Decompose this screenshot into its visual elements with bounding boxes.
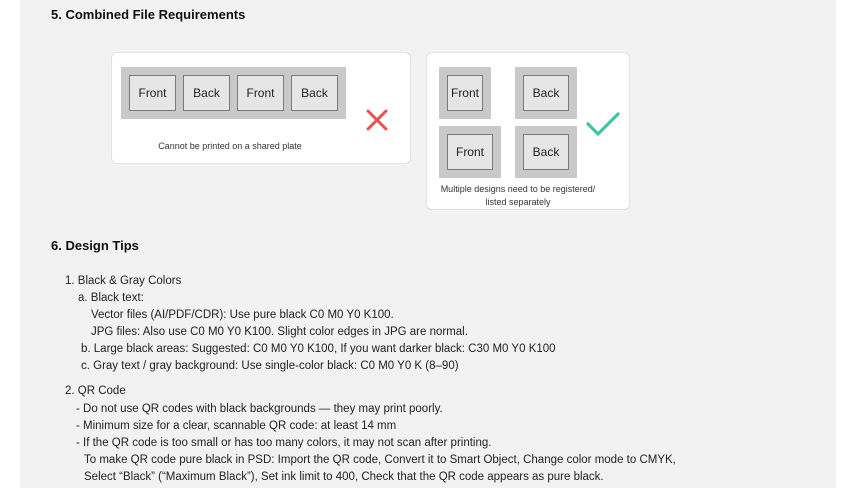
tip-line: b. Large black areas: Suggested: C0 M0 Y0 K100, If you want darker black: C30 M0 Y0 K100 <box>81 343 556 355</box>
front-box: Front <box>447 134 493 170</box>
back-box: Back <box>523 75 569 111</box>
caption-line: listed separately <box>485 197 551 207</box>
tip-line: a. Black text: <box>78 292 144 304</box>
tip-line: Select “Black” (“Maximum Black”), Set ink limit to 400, Check that the QR code appears as pure black. <box>84 471 604 483</box>
section-title-combined-file: 5. Combined File Requirements <box>51 7 246 22</box>
back-box: Back <box>523 134 569 170</box>
back-box: Back <box>183 75 230 111</box>
good-example-card <box>426 52 630 210</box>
tip-line: c. Gray text / gray background: Use single-color black: C0 M0 Y0 K (8–90) <box>81 360 459 372</box>
bad-example-card <box>111 52 411 164</box>
front-box: Front <box>237 75 284 111</box>
design-tile <box>515 67 577 119</box>
tip-heading-black-gray: 1. Black & Gray Colors <box>65 275 182 287</box>
back-box: Back <box>291 75 338 111</box>
caption-line: Multiple designs need to be registered/ <box>440 184 596 194</box>
bad-example-caption: Cannot be printed on a shared plate <box>158 141 302 151</box>
front-box: Front <box>129 75 176 111</box>
tip-line: - Minimum size for a clear, scannable QR code: at least 14 mm <box>76 420 397 432</box>
shared-plate-strip <box>121 67 346 119</box>
cross-icon <box>365 108 389 132</box>
good-example-caption <box>427 183 609 209</box>
page-panel <box>20 0 836 488</box>
tip-line: - If the QR code is too small or has too many colors, it may not scan after printing. <box>76 437 492 449</box>
tip-line: - Do not use QR codes with black backgrounds — they may print poorly. <box>76 403 443 415</box>
design-tile <box>439 67 491 119</box>
design-tile <box>515 126 577 178</box>
front-box: Front <box>447 75 483 111</box>
tip-line: To make QR code pure black in PSD: Import the QR code, Convert it to Smart Object, Change color mode to CMYK, <box>84 454 676 466</box>
tip-line: Vector files (AI/PDF/CDR): Use pure black C0 M0 Y0 K100. <box>91 309 394 321</box>
tip-line: JPG files: Also use C0 M0 Y0 K100. Slight color edges in JPG are normal. <box>91 326 468 338</box>
design-tile <box>439 126 501 178</box>
tip-heading-qr-code: 2. QR Code <box>65 385 126 397</box>
section-title-design-tips: 6. Design Tips <box>51 238 139 253</box>
check-icon <box>585 111 621 137</box>
